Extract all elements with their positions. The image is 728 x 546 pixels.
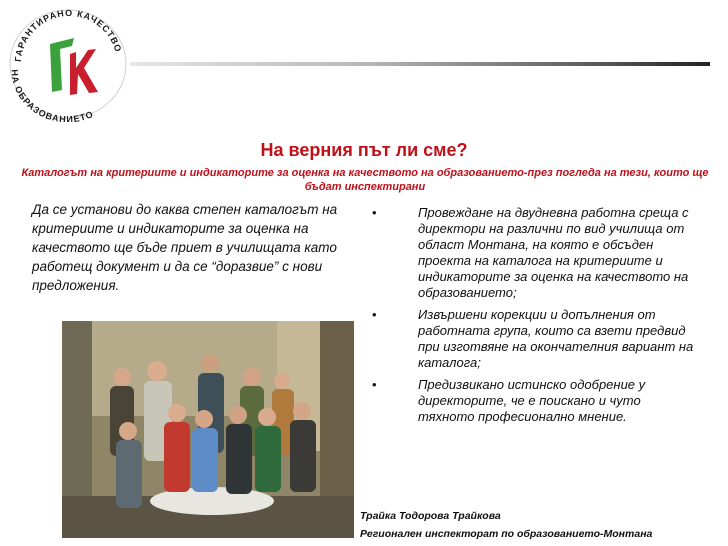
list-item xyxy=(366,377,698,425)
bullet-icon: • xyxy=(372,205,377,220)
header-divider xyxy=(130,62,710,66)
bullet-icon: • xyxy=(372,307,377,322)
author-organization: Регионален инспекторат по образованието-Монтана xyxy=(360,528,653,540)
signature-block xyxy=(360,507,722,543)
bullet-text: Предизвикано истинско одобрение у директорите, че е поискано и чуто тяхното професионално мнение. xyxy=(418,377,646,424)
page-subtitle: Каталогът на критериите и индикаторите за оценка на качеството на образованието-през погледа на тези, които ще бъдат инспектирани xyxy=(21,167,709,193)
bullet-text: Провеждане на двудневна работна среща с директори на различни по вид училища от област Монтана, на която е обсъден проекта на каталога на критериите и индикаторите за оценка на качеството на образованието; xyxy=(418,205,689,300)
bullet-text: Извършени корекции и допълнения от работната група, които са взети предвид при изготвяне на окончателния вариант на каталога; xyxy=(418,307,694,370)
bullet-list xyxy=(366,205,698,431)
bullet-icon: • xyxy=(372,377,377,392)
author-name: Трайка Тодорова Трайкова xyxy=(360,510,501,522)
intro-paragraph: Да се установи до каква степен каталогът на критериите и индикаторите за оценка на качеството ще бъде приет в училищата като работещ документ и да се “доразвие” с нови предложения. xyxy=(32,202,338,293)
group-photo xyxy=(62,321,354,538)
quality-seal-logo xyxy=(4,4,132,122)
page-title: На верния път ли сме? xyxy=(260,140,468,160)
list-item xyxy=(366,307,698,371)
svg-text:НА ОБРАЗОВАНИЕТО: НА ОБРАЗОВАНИЕТО xyxy=(9,69,96,122)
list-item xyxy=(366,205,698,301)
svg-text:ГАРАНТИРАНО КАЧЕСТВО: ГАРАНТИРАНО КАЧЕСТВО xyxy=(12,7,124,63)
